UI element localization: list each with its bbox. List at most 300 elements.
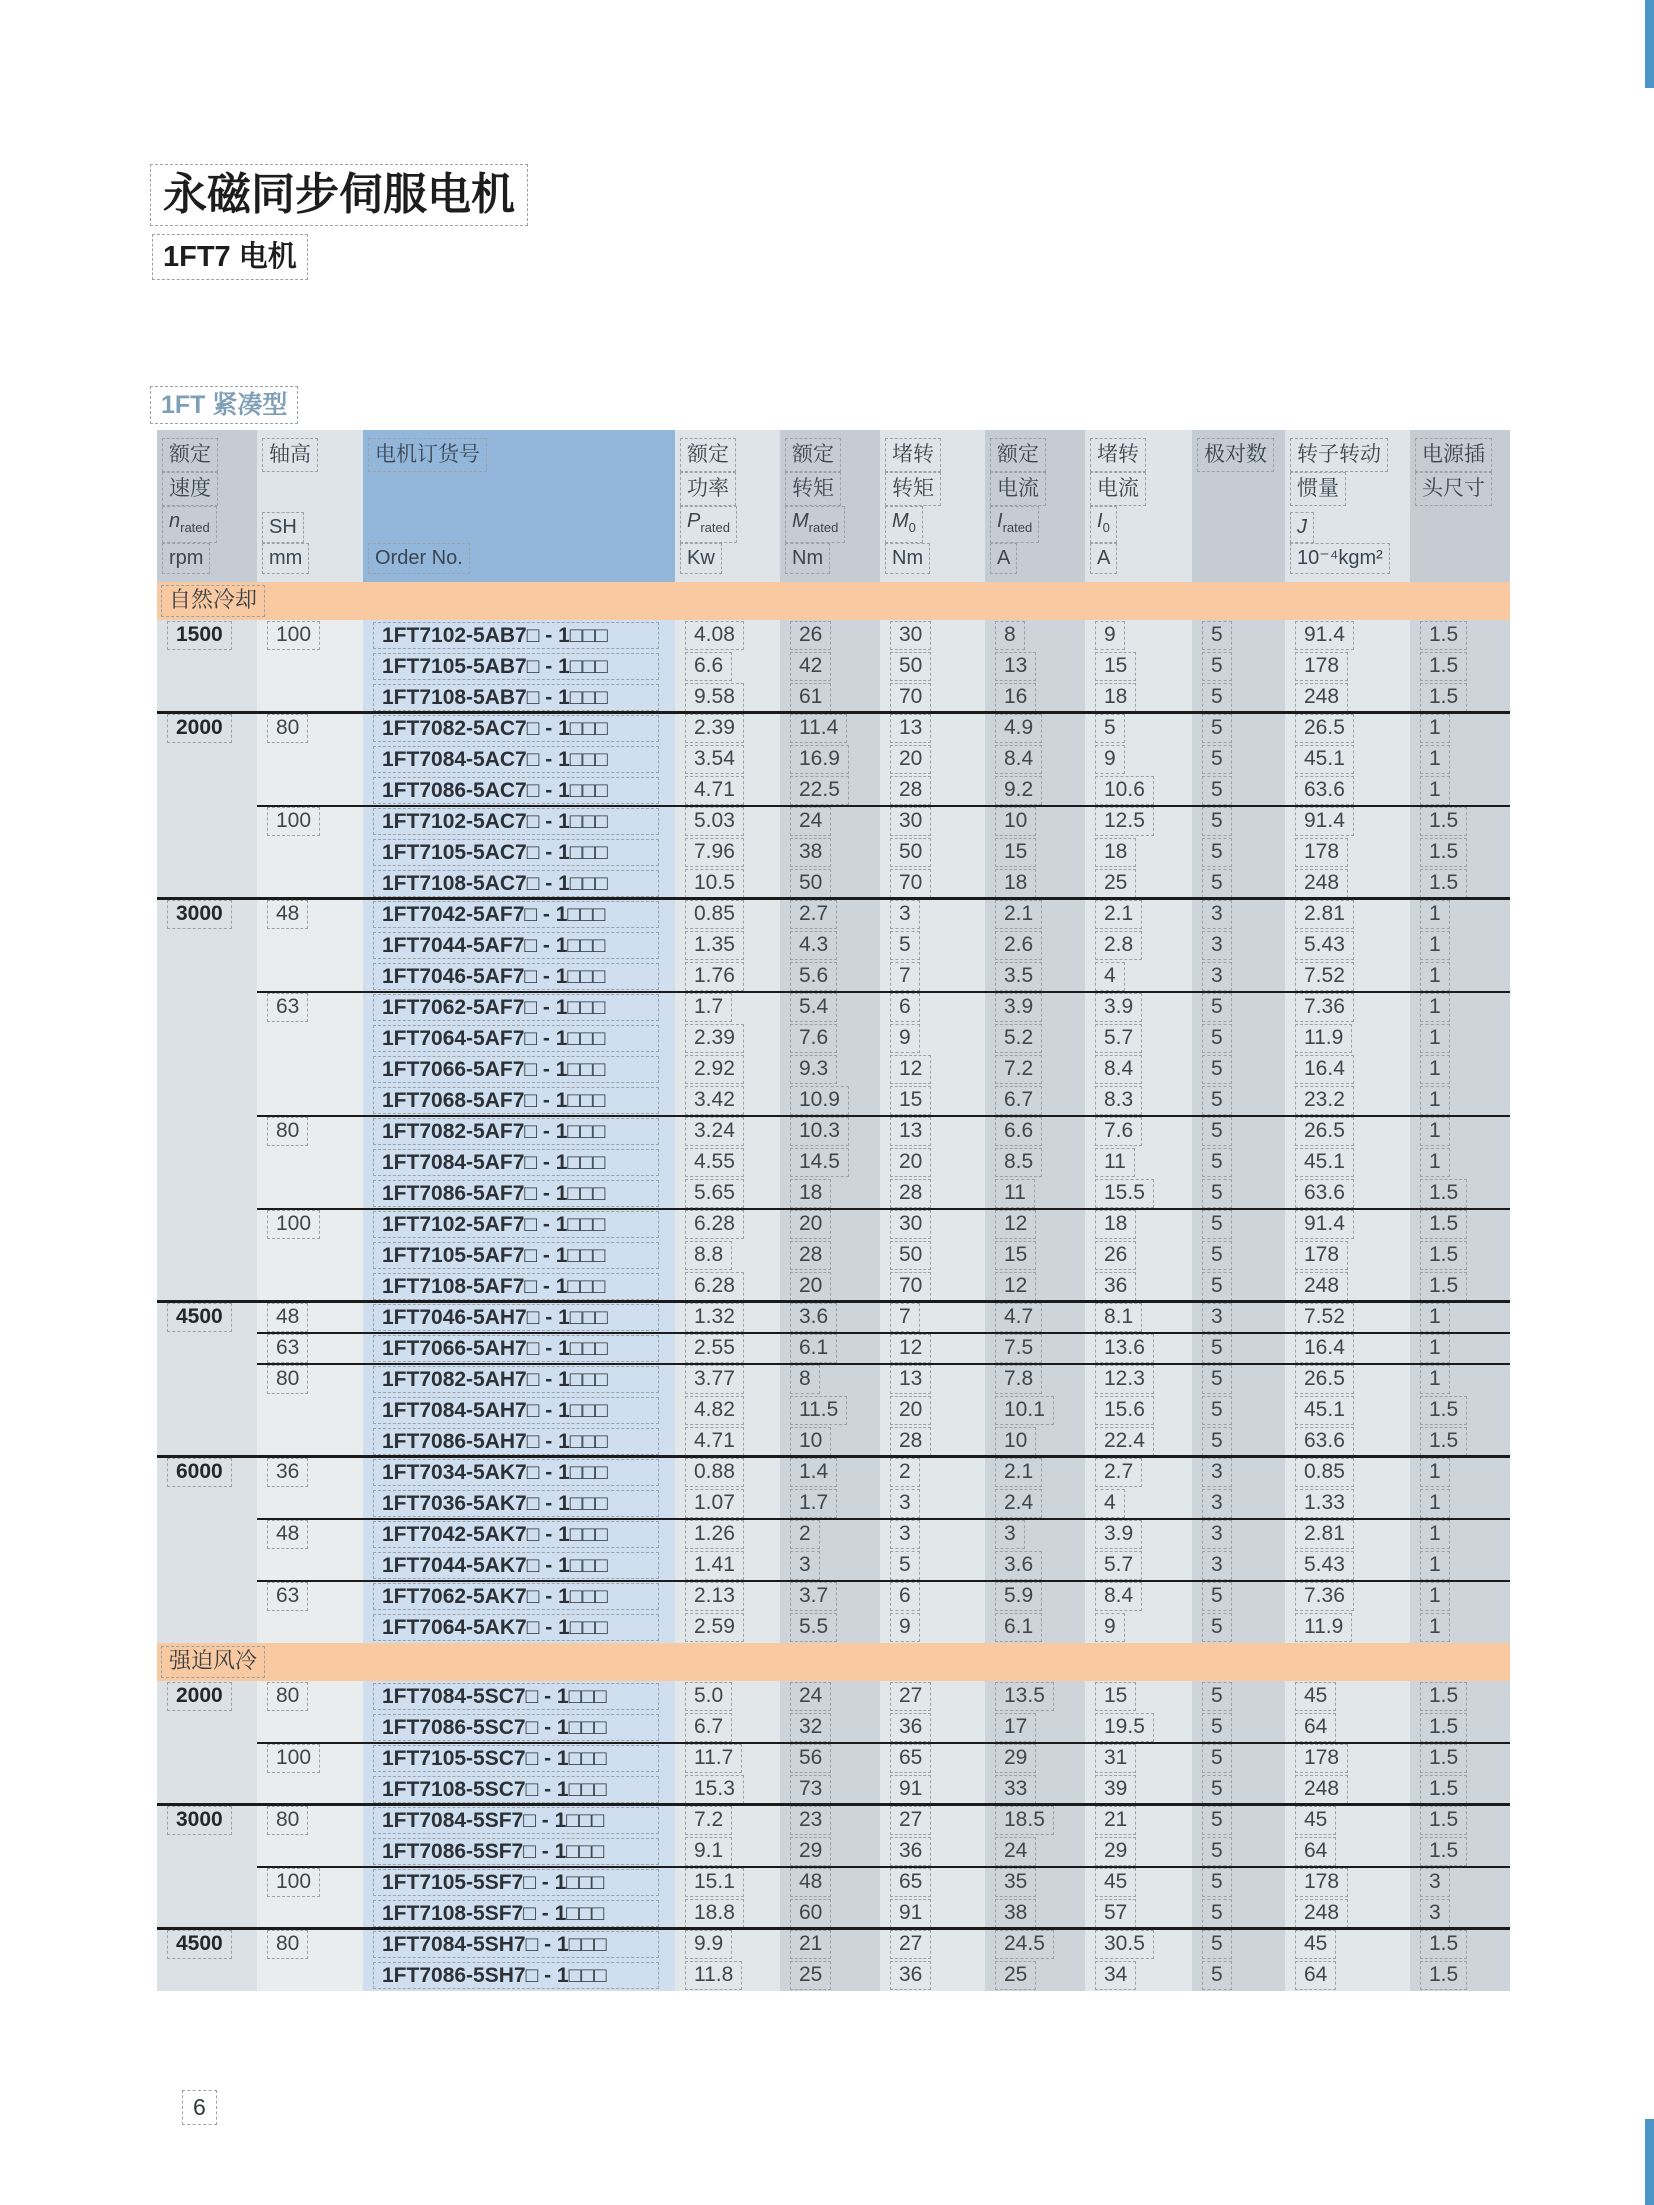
cell-value: 57 bbox=[1095, 1899, 1136, 1928]
cell-rated-torque bbox=[780, 1147, 880, 1178]
cell-value: 1 bbox=[1420, 1520, 1450, 1549]
cell-rated-torque bbox=[780, 868, 880, 899]
cell-value: 22.5 bbox=[790, 776, 849, 805]
cell-rotor-inertia bbox=[1285, 1519, 1410, 1550]
cell-value: 1.5 bbox=[1420, 1806, 1467, 1835]
table-row bbox=[157, 1612, 1510, 1643]
cell-rotor-inertia bbox=[1285, 1240, 1410, 1271]
cell-speed bbox=[157, 1612, 257, 1643]
header-cell-speed bbox=[157, 430, 257, 582]
cell-stall-torque bbox=[880, 620, 985, 651]
subgroup-divider bbox=[257, 1208, 1510, 1210]
cell-value: 91.4 bbox=[1295, 807, 1354, 836]
cell-rated-torque bbox=[780, 1519, 880, 1550]
cell-stall-current bbox=[1085, 1054, 1192, 1085]
cell-pole-pairs bbox=[1192, 1488, 1285, 1519]
cell-speed bbox=[157, 713, 257, 744]
cell-shaft-height bbox=[257, 930, 363, 961]
cell-order-no bbox=[363, 1426, 675, 1457]
cell-speed bbox=[157, 837, 257, 868]
cell-stall-torque bbox=[880, 1271, 985, 1302]
cell-value: 73 bbox=[790, 1775, 831, 1804]
cell-value: 1FT7105-5SC7□ - 1□□□ bbox=[373, 1745, 659, 1772]
cell-value: 1.5 bbox=[1420, 869, 1467, 898]
cell-shaft-height bbox=[257, 1867, 363, 1898]
cell-value: 5 bbox=[1202, 1868, 1232, 1897]
cell-speed bbox=[157, 1867, 257, 1898]
header-units bbox=[1290, 512, 1405, 574]
cell-value: 11.9 bbox=[1295, 1613, 1352, 1642]
cell-speed bbox=[157, 775, 257, 806]
cell-stall-current bbox=[1085, 899, 1192, 930]
cell-shaft-height bbox=[257, 1085, 363, 1116]
column-symbol: $M_{rated}$ bbox=[785, 506, 845, 543]
cell-pole-pairs bbox=[1192, 837, 1285, 868]
cell-plug-size bbox=[1410, 868, 1510, 899]
cell-value: 1FT7105-5AF7□ - 1□□□ bbox=[373, 1242, 659, 1269]
cell-shaft-height bbox=[257, 961, 363, 992]
cell-stall-torque bbox=[880, 1712, 985, 1743]
cell-value: 1.32 bbox=[685, 1303, 744, 1332]
table-row bbox=[157, 1054, 1510, 1085]
group-divider bbox=[157, 897, 1510, 900]
cell-stall-torque bbox=[880, 1178, 985, 1209]
cell-rated-power bbox=[675, 1364, 780, 1395]
cell-order-no bbox=[363, 930, 675, 961]
cell-speed bbox=[157, 1550, 257, 1581]
cell-value: 5.0 bbox=[685, 1682, 732, 1711]
cell-value: 3 bbox=[1202, 1303, 1232, 1332]
cell-value: 70 bbox=[890, 869, 931, 898]
cell-value: 1.26 bbox=[685, 1520, 744, 1549]
cell-rated-power bbox=[675, 1116, 780, 1147]
cell-pole-pairs bbox=[1192, 1054, 1285, 1085]
cell-value: 1 bbox=[1420, 900, 1450, 929]
cell-stall-current bbox=[1085, 1929, 1192, 1960]
header-label bbox=[1090, 438, 1187, 506]
cell-value: 42 bbox=[790, 652, 831, 681]
cell-shaft-height bbox=[257, 651, 363, 682]
cell-stall-torque bbox=[880, 1519, 985, 1550]
cell-value: 22.4 bbox=[1095, 1427, 1154, 1456]
cell-value: 3 bbox=[890, 900, 920, 929]
cell-speed bbox=[157, 1457, 257, 1488]
cell-value: 23.2 bbox=[1295, 1086, 1354, 1115]
cell-value: 56 bbox=[790, 1744, 831, 1773]
header-units bbox=[680, 506, 775, 574]
cell-pole-pairs bbox=[1192, 682, 1285, 713]
cell-plug-size bbox=[1410, 1929, 1510, 1960]
cell-value: 12 bbox=[890, 1055, 931, 1084]
cell-shaft-height bbox=[257, 992, 363, 1023]
cell-value: 5.65 bbox=[685, 1179, 744, 1208]
cell-rated-torque bbox=[780, 1364, 880, 1395]
table-row bbox=[157, 992, 1510, 1023]
header-units bbox=[885, 506, 980, 574]
cell-value: 5 bbox=[1202, 1024, 1232, 1053]
cell-value: 5.7 bbox=[1095, 1024, 1142, 1053]
cell-value: 9.58 bbox=[685, 683, 744, 712]
column-unit: A bbox=[990, 543, 1017, 574]
cell-shaft-height bbox=[257, 1023, 363, 1054]
cell-order-no bbox=[363, 1488, 675, 1519]
cell-value: 2.81 bbox=[1295, 900, 1354, 929]
cell-order-no bbox=[363, 1805, 675, 1836]
cell-order-no bbox=[363, 868, 675, 899]
cell-plug-size bbox=[1410, 1488, 1510, 1519]
header-units bbox=[1090, 506, 1187, 574]
cell-value: 10 bbox=[790, 1427, 831, 1456]
cell-pole-pairs bbox=[1192, 1743, 1285, 1774]
cell-speed bbox=[157, 682, 257, 713]
cell-value: 10.3 bbox=[790, 1117, 849, 1146]
cell-stall-current bbox=[1085, 868, 1192, 899]
cell-value: 48 bbox=[267, 1520, 308, 1549]
cell-value: 1.5 bbox=[1420, 1837, 1467, 1866]
cell-value: 4.3 bbox=[790, 931, 837, 960]
cell-order-no bbox=[363, 1960, 675, 1991]
cell-plug-size bbox=[1410, 1023, 1510, 1054]
cell-order-no bbox=[363, 1209, 675, 1240]
cell-rotor-inertia bbox=[1285, 1209, 1410, 1240]
cell-value: 18 bbox=[995, 869, 1036, 898]
cell-value: 24 bbox=[790, 807, 831, 836]
cell-shaft-height bbox=[257, 1581, 363, 1612]
cell-shaft-height bbox=[257, 1457, 363, 1488]
cell-speed bbox=[157, 1488, 257, 1519]
header-units bbox=[162, 506, 252, 574]
cell-shaft-height bbox=[257, 620, 363, 651]
cell-stall-torque bbox=[880, 806, 985, 837]
cell-value: 1FT7086-5SH7□ - 1□□□ bbox=[373, 1962, 659, 1989]
cell-shaft-height bbox=[257, 868, 363, 899]
cell-value: 2.39 bbox=[685, 714, 744, 743]
cell-speed bbox=[157, 1960, 257, 1991]
cell-shaft-height bbox=[257, 1712, 363, 1743]
cell-order-no bbox=[363, 1898, 675, 1929]
header-label bbox=[262, 438, 358, 472]
cell-value: 1FT7105-5SF7□ - 1□□□ bbox=[373, 1869, 659, 1896]
cell-value: 1 bbox=[1420, 1086, 1450, 1115]
header-label-line: 头尺寸 bbox=[1415, 472, 1492, 506]
cell-rated-torque bbox=[780, 1023, 880, 1054]
subgroup-divider bbox=[257, 991, 1510, 993]
cell-value: 36 bbox=[1095, 1272, 1136, 1301]
cell-rated-torque bbox=[780, 1116, 880, 1147]
cell-value: 1FT7108-5AB7□ - 1□□□ bbox=[373, 684, 659, 711]
cell-order-no bbox=[363, 620, 675, 651]
header-label-line: 额定 bbox=[162, 438, 218, 472]
cell-value: 248 bbox=[1295, 1272, 1348, 1301]
cell-stall-current bbox=[1085, 1085, 1192, 1116]
table-row bbox=[157, 1867, 1510, 1898]
cell-value: 1 bbox=[1420, 1303, 1450, 1332]
column-unit: mm bbox=[262, 543, 309, 574]
header-label-line: 功率 bbox=[680, 472, 736, 506]
cell-value: 1500 bbox=[167, 621, 232, 650]
cell-rated-torque bbox=[780, 1805, 880, 1836]
cell-value: 25 bbox=[995, 1961, 1036, 1990]
cell-plug-size bbox=[1410, 1612, 1510, 1643]
cell-pole-pairs bbox=[1192, 1960, 1285, 1991]
cell-order-no bbox=[363, 1395, 675, 1426]
cell-speed bbox=[157, 1116, 257, 1147]
cell-value: 5 bbox=[1202, 1899, 1232, 1928]
header-cell-order-no bbox=[363, 430, 675, 582]
cell-value: 1FT7064-5AK7□ - 1□□□ bbox=[373, 1614, 659, 1641]
cell-value: 2 bbox=[890, 1458, 920, 1487]
cell-value: 1.5 bbox=[1420, 1682, 1467, 1711]
cell-rated-torque bbox=[780, 744, 880, 775]
cell-value: 5 bbox=[1202, 1582, 1232, 1611]
cell-stall-torque bbox=[880, 1457, 985, 1488]
cell-value: 20 bbox=[890, 1396, 931, 1425]
cell-value: 21 bbox=[790, 1930, 831, 1959]
cell-rated-torque bbox=[780, 1333, 880, 1364]
cell-value: 9 bbox=[1095, 1613, 1125, 1642]
cell-value: 15.6 bbox=[1095, 1396, 1154, 1425]
cell-rated-torque bbox=[780, 1209, 880, 1240]
column-symbol: $M_0$ bbox=[885, 506, 923, 543]
cell-stall-torque bbox=[880, 1612, 985, 1643]
cell-value: 5 bbox=[1095, 714, 1125, 743]
cell-pole-pairs bbox=[1192, 1271, 1285, 1302]
header-units bbox=[990, 506, 1080, 574]
cell-shaft-height bbox=[257, 713, 363, 744]
cell-value: 25 bbox=[1095, 869, 1136, 898]
cell-value: 45 bbox=[1295, 1930, 1336, 1959]
cell-value: 45 bbox=[1295, 1806, 1336, 1835]
header-cell-stall-current bbox=[1085, 430, 1192, 582]
cell-pole-pairs bbox=[1192, 1085, 1285, 1116]
cell-value: 11.4 bbox=[790, 714, 847, 743]
cell-rated-current bbox=[985, 992, 1085, 1023]
cell-stall-current bbox=[1085, 1116, 1192, 1147]
cell-rotor-inertia bbox=[1285, 1457, 1410, 1488]
cell-rotor-inertia bbox=[1285, 1364, 1410, 1395]
cell-speed bbox=[157, 806, 257, 837]
cell-speed bbox=[157, 1898, 257, 1929]
cell-value: 5 bbox=[1202, 807, 1232, 836]
header-label bbox=[1415, 438, 1505, 506]
cell-stall-current bbox=[1085, 1457, 1192, 1488]
cell-speed bbox=[157, 961, 257, 992]
cell-value: 1FT7066-5AH7□ - 1□□□ bbox=[373, 1335, 659, 1362]
cell-value: 3.9 bbox=[1095, 1520, 1142, 1549]
cell-value: 178 bbox=[1295, 1744, 1348, 1773]
cell-rated-power bbox=[675, 961, 780, 992]
cell-stall-torque bbox=[880, 1240, 985, 1271]
table-row bbox=[157, 1712, 1510, 1743]
cell-order-no bbox=[363, 651, 675, 682]
cell-rotor-inertia bbox=[1285, 1395, 1410, 1426]
cell-rated-current bbox=[985, 1271, 1085, 1302]
cell-value: 36 bbox=[267, 1458, 308, 1487]
header-label bbox=[368, 438, 670, 472]
cell-speed bbox=[157, 1364, 257, 1395]
cell-value: 10.1 bbox=[995, 1396, 1054, 1425]
cell-value: 26 bbox=[1095, 1241, 1136, 1270]
cell-pole-pairs bbox=[1192, 930, 1285, 961]
cell-rated-power bbox=[675, 651, 780, 682]
cell-rotor-inertia bbox=[1285, 1867, 1410, 1898]
cell-stall-torque bbox=[880, 1805, 985, 1836]
cell-value: 1FT7064-5AF7□ - 1□□□ bbox=[373, 1025, 659, 1052]
cell-rated-current bbox=[985, 1519, 1085, 1550]
cell-rated-torque bbox=[780, 682, 880, 713]
cell-value: 7.52 bbox=[1295, 962, 1354, 991]
cell-rated-current bbox=[985, 1581, 1085, 1612]
header-cell-rated-power bbox=[675, 430, 780, 582]
cell-value: 2.59 bbox=[685, 1613, 744, 1642]
subgroup-divider bbox=[257, 1866, 1510, 1868]
cell-pole-pairs bbox=[1192, 1805, 1285, 1836]
cell-value: 6.7 bbox=[685, 1713, 732, 1742]
cell-value: 1 bbox=[1420, 1365, 1450, 1394]
cell-rated-current bbox=[985, 1960, 1085, 1991]
header-units bbox=[368, 543, 670, 574]
cell-plug-size bbox=[1410, 1085, 1510, 1116]
cell-value: 5 bbox=[1202, 1365, 1232, 1394]
cell-speed bbox=[157, 1836, 257, 1867]
cell-value: 4.08 bbox=[685, 621, 744, 650]
cell-rotor-inertia bbox=[1285, 744, 1410, 775]
table-row bbox=[157, 775, 1510, 806]
cell-rated-current bbox=[985, 651, 1085, 682]
cell-value: 5 bbox=[1202, 621, 1232, 650]
cell-value: 36 bbox=[890, 1961, 931, 1990]
cell-value: 1FT7084-5AC7□ - 1□□□ bbox=[373, 746, 659, 773]
cell-value: 3 bbox=[1202, 1551, 1232, 1580]
cell-value: 45 bbox=[1095, 1868, 1136, 1897]
cell-value: 3 bbox=[790, 1551, 820, 1580]
cell-rated-torque bbox=[780, 1085, 880, 1116]
cell-value: 1.5 bbox=[1420, 1427, 1467, 1456]
cell-value: 5.9 bbox=[995, 1582, 1042, 1611]
cell-value: 17 bbox=[995, 1713, 1036, 1742]
cell-value: 5 bbox=[1202, 1744, 1232, 1773]
cell-value: 5.03 bbox=[685, 807, 744, 836]
cell-stall-torque bbox=[880, 1333, 985, 1364]
cell-rated-torque bbox=[780, 1743, 880, 1774]
table-row bbox=[157, 1426, 1510, 1457]
cell-shaft-height bbox=[257, 1209, 363, 1240]
cell-value: 1FT7046-5AF7□ - 1□□□ bbox=[373, 963, 659, 990]
cell-stall-current bbox=[1085, 1271, 1192, 1302]
cell-value: 20 bbox=[790, 1272, 831, 1301]
cell-order-no bbox=[363, 1519, 675, 1550]
cell-shaft-height bbox=[257, 1395, 363, 1426]
cell-value: 1.5 bbox=[1420, 683, 1467, 712]
cell-rated-current bbox=[985, 1395, 1085, 1426]
cell-value: 1FT7044-5AK7□ - 1□□□ bbox=[373, 1552, 659, 1579]
cell-value: 5 bbox=[1202, 1272, 1232, 1301]
cell-rated-power bbox=[675, 744, 780, 775]
cell-value: 7.6 bbox=[1095, 1117, 1142, 1146]
cell-rated-power bbox=[675, 1178, 780, 1209]
cell-rated-torque bbox=[780, 1178, 880, 1209]
cell-rated-power bbox=[675, 1898, 780, 1929]
cell-rotor-inertia bbox=[1285, 1581, 1410, 1612]
cell-value: 7.36 bbox=[1295, 1582, 1354, 1611]
cell-speed bbox=[157, 1147, 257, 1178]
cell-pole-pairs bbox=[1192, 744, 1285, 775]
cell-speed bbox=[157, 992, 257, 1023]
cell-speed bbox=[157, 1426, 257, 1457]
cell-rotor-inertia bbox=[1285, 837, 1410, 868]
header-label bbox=[162, 438, 252, 506]
cell-value: 3000 bbox=[167, 900, 232, 929]
cell-rated-torque bbox=[780, 1488, 880, 1519]
cell-value: 5 bbox=[1202, 1613, 1232, 1642]
cell-value: 1FT7066-5AF7□ - 1□□□ bbox=[373, 1056, 659, 1083]
cell-rated-power bbox=[675, 1743, 780, 1774]
cell-stall-torque bbox=[880, 1550, 985, 1581]
cell-stall-current bbox=[1085, 1302, 1192, 1333]
cell-rated-power bbox=[675, 682, 780, 713]
cell-shaft-height bbox=[257, 1612, 363, 1643]
cell-shaft-height bbox=[257, 1929, 363, 1960]
column-unit: A bbox=[1090, 543, 1117, 574]
cell-rated-current bbox=[985, 1774, 1085, 1805]
cell-speed bbox=[157, 620, 257, 651]
cell-value: 8.5 bbox=[995, 1148, 1042, 1177]
cell-value: 1FT7105-5AC7□ - 1□□□ bbox=[373, 839, 659, 866]
cell-rated-current bbox=[985, 806, 1085, 837]
cell-rated-current bbox=[985, 1209, 1085, 1240]
column-symbol: SH bbox=[262, 512, 304, 543]
cell-stall-current bbox=[1085, 1240, 1192, 1271]
cell-order-no bbox=[363, 1147, 675, 1178]
cell-value: 15.3 bbox=[685, 1775, 744, 1804]
cell-value: 5 bbox=[1202, 1427, 1232, 1456]
cell-value: 91.4 bbox=[1295, 621, 1354, 650]
cell-value: 7.8 bbox=[995, 1365, 1042, 1394]
cell-rated-torque bbox=[780, 1867, 880, 1898]
cell-order-no bbox=[363, 837, 675, 868]
cell-value: 27 bbox=[890, 1930, 931, 1959]
cell-shaft-height bbox=[257, 1743, 363, 1774]
cell-value: 3 bbox=[1202, 900, 1232, 929]
cell-value: 31 bbox=[1095, 1744, 1136, 1773]
cell-value: 45.1 bbox=[1295, 1148, 1354, 1177]
cell-pole-pairs bbox=[1192, 1612, 1285, 1643]
cell-order-no bbox=[363, 1550, 675, 1581]
group-divider bbox=[157, 711, 1510, 714]
cell-rated-torque bbox=[780, 775, 880, 806]
cell-shaft-height bbox=[257, 1898, 363, 1929]
header-label-line: 电源插 bbox=[1415, 438, 1492, 472]
cell-value: 7 bbox=[890, 962, 920, 991]
cell-rated-torque bbox=[780, 837, 880, 868]
cell-value: 2.6 bbox=[995, 931, 1042, 960]
cell-speed bbox=[157, 1178, 257, 1209]
cell-stall-torque bbox=[880, 1147, 985, 1178]
cell-value: 29 bbox=[1095, 1837, 1136, 1866]
cell-value: 35 bbox=[995, 1868, 1036, 1897]
cell-plug-size bbox=[1410, 1364, 1510, 1395]
cell-rotor-inertia bbox=[1285, 1023, 1410, 1054]
cell-order-no bbox=[363, 1054, 675, 1085]
cell-value: 3.9 bbox=[995, 993, 1042, 1022]
cell-value: 13.5 bbox=[995, 1682, 1054, 1711]
cell-rated-torque bbox=[780, 1836, 880, 1867]
cell-value: 13 bbox=[890, 714, 931, 743]
cell-value: 5 bbox=[1202, 1806, 1232, 1835]
cell-value: 3 bbox=[1202, 1458, 1232, 1487]
cell-value: 18.8 bbox=[685, 1899, 744, 1928]
cell-value: 10 bbox=[995, 807, 1036, 836]
